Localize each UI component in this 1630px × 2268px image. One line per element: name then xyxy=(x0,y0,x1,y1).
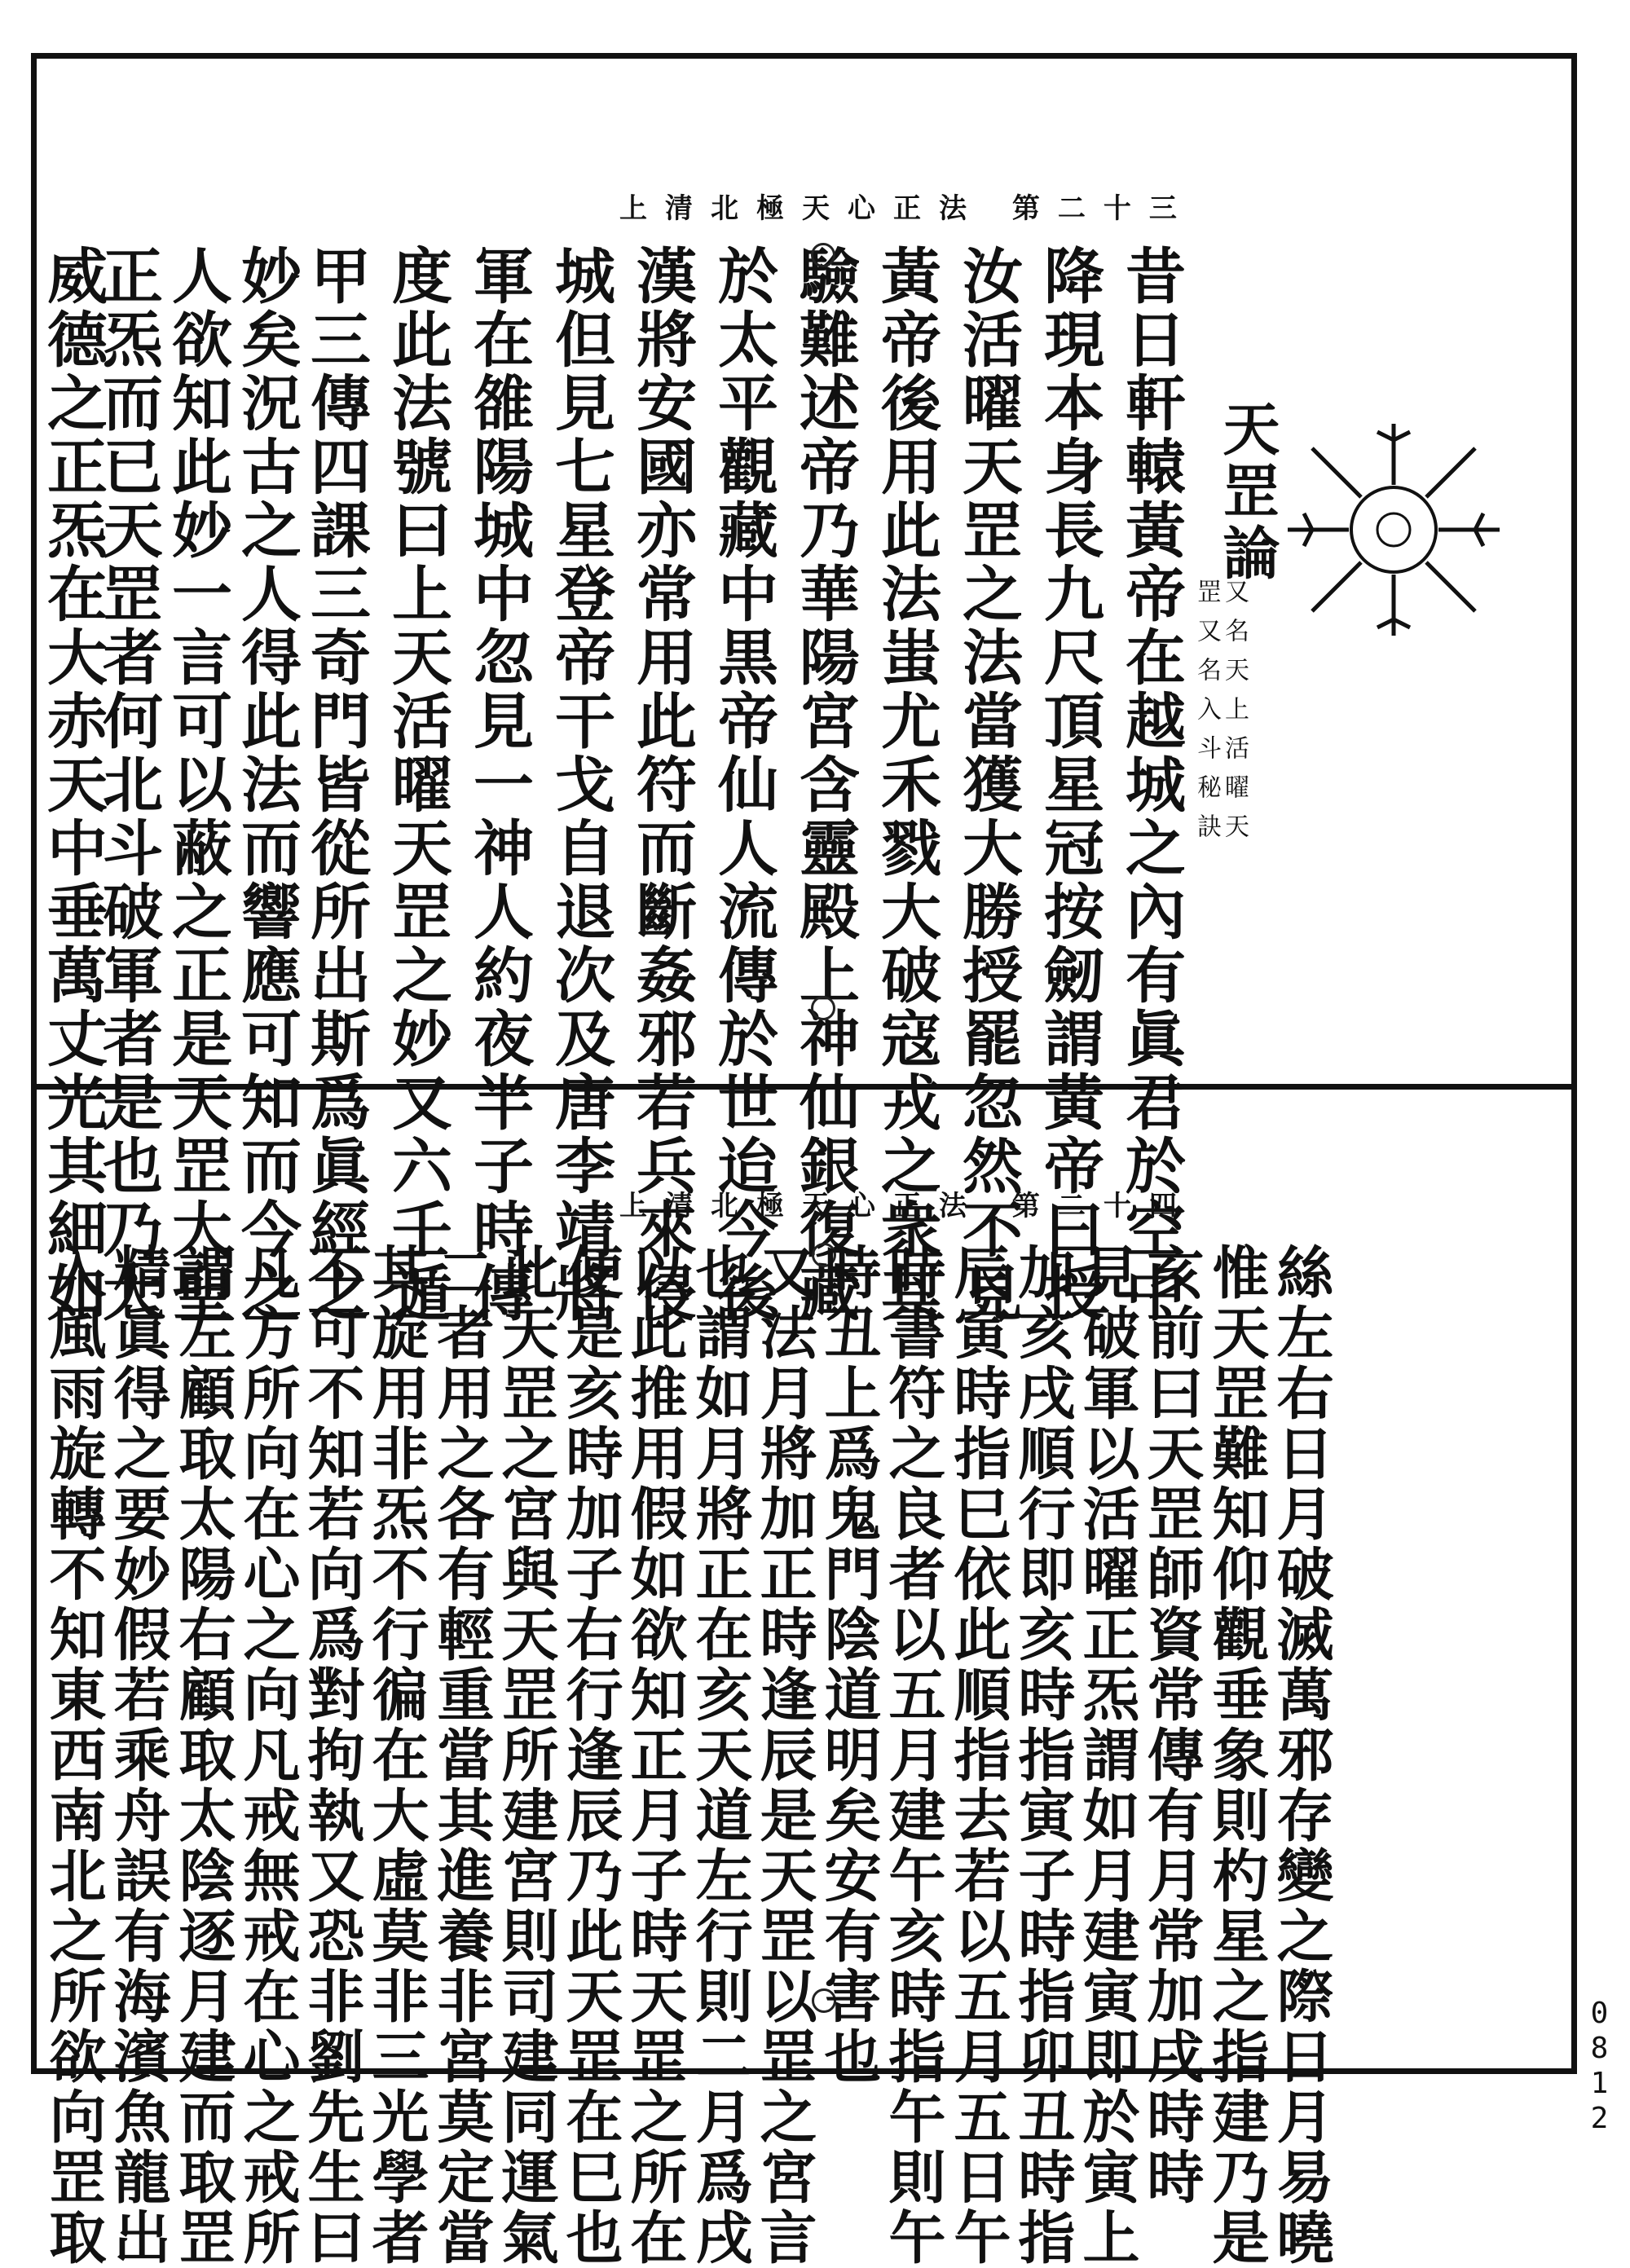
lower-column-4: 見破軍以活曜正炁謂如月建寅即於寅上 xyxy=(1073,1243,1141,2268)
lower-column-6: 辰寅時指巳依此順指去若以五月五日午 xyxy=(945,1243,1012,2268)
lower-column-2: 惟天罡難知仰觀垂象則杓星之指建乃是 xyxy=(1203,1243,1271,2268)
lower-column-15: 其旋用非炁不行徧在大虛莫非三光學者 xyxy=(363,1243,430,2268)
upper-column-10: 度此法號曰上天活曜天罡之妙又六壬遁 xyxy=(382,244,452,1325)
treatise-subtitle-line-2: 罡又名入斗秘訣 xyxy=(1192,579,1221,852)
upper-column-3: 汝活曜天罡之法當獲大勝授罷忽然不見 xyxy=(953,244,1023,1325)
lower-column-7: 時書符之良者以五月建午亥時指午則午 xyxy=(879,1243,947,2268)
upper-column-5: 驗難述帝乃華陽宮含靈殿上神仙銀復藏 xyxy=(790,244,860,1325)
treatise-title: 天罡論 xyxy=(1214,399,1281,585)
punctuation-circle-icon xyxy=(811,996,835,1020)
upper-column-6: 於太平觀藏中黒帝仙人流傳於世迨今後 xyxy=(708,244,778,1325)
lower-column-1: 絲左右日月破滅萬邪存變之際日月易曉 xyxy=(1267,1243,1335,2268)
upper-column-15: 威德之正炁在大赤天中垂萬丈光其細如 xyxy=(37,244,108,1325)
talisman-seal-icon xyxy=(1280,416,1508,644)
upper-column-9: 軍在雒陽城中忽見一神人約夜半子時傳 xyxy=(464,244,534,1325)
lower-column-3: 亥前曰天罡師資常傳有月常加戌時時 xyxy=(1138,1243,1205,2208)
punctuation-circle-icon xyxy=(811,243,835,267)
lower-column-14: 二者用之各有輕重當其進養非宮莫定當 xyxy=(428,1243,496,2268)
treatise-subtitle-line-1: 又名天上活曜天 xyxy=(1220,579,1249,852)
lower-column-19: 精眞得之要妙假若乘舟誤有海濱魚龍出 xyxy=(104,1243,172,2268)
upper-column-11: 甲三傳四課三奇門皆從所出斯爲眞經之 xyxy=(301,244,371,1325)
lower-column-18: 謂左顧取太陽右顧取太陰逐月建而取罡 xyxy=(170,1243,237,2268)
lower-column-17: 凡方所向在心之向凡戒無戒在心之戒所 xyxy=(234,1243,302,2268)
upper-column-2: 降現本身長九尺頂星冠按劒謂黃帝曰授 xyxy=(1034,244,1104,1325)
upper-header: 上清北極天心正法 第二十三 xyxy=(619,192,1195,225)
lower-column-16: 不可不知若向爲對拘執又恐非劉先生曰 xyxy=(298,1243,366,2268)
upper-column-8: 城但見七星登帝干戈自退次及唐李靖將 xyxy=(545,244,615,1325)
upper-column-12: 妙矣況古之人得此法而響應可知而今之 xyxy=(231,244,302,1325)
upper-column-13: 人欲知此妙一言可以蔽之正是天罡大聖 xyxy=(162,244,232,1325)
lower-column-8: 時丑上爲鬼門陰道明矣安有害也 xyxy=(815,1243,883,2087)
lower-column-10: 也謂如月將正在亥天道左行則二月爲戌 xyxy=(686,1243,754,2268)
upper-column-1: 昔日軒轅黃帝在越城之內有眞君於空中 xyxy=(1116,244,1186,1325)
lower-column-20: 入風雨旋轉不知東西南北之所欲向罡取 xyxy=(40,1243,108,2268)
lower-column-11: 以此推用假如欲知正月子時天罡之所在 xyxy=(621,1243,689,2268)
lower-column-5: 加亥戌順行即亥時指寅子時指卯丑時指 xyxy=(1009,1243,1077,2268)
lower-column-13: 此天罡之宮與天罡所建宮則司建同運氣 xyxy=(492,1243,560,2268)
upper-column-14: 正炁而已天罡者何北斗破軍者是也乃大 xyxy=(93,244,163,1325)
lower-column-12: 便是亥時加子右行逢辰乃此天罡在巳也 xyxy=(557,1243,624,2268)
lower-header: 上清北極天心正法 第二十四 xyxy=(619,1190,1195,1222)
upper-column-7: 漢將安國亦常用此符而斷姦邪若兵來侵 xyxy=(627,244,697,1325)
upper-column-4: 黃帝後用此法蚩尤禾戮大破寇戎之衆其 xyxy=(871,244,941,1325)
page-number: 0812 xyxy=(1583,1997,1616,2137)
lower-column-9: 又法月將加正時逢辰是天罡以罡之宮言 xyxy=(751,1243,818,2268)
